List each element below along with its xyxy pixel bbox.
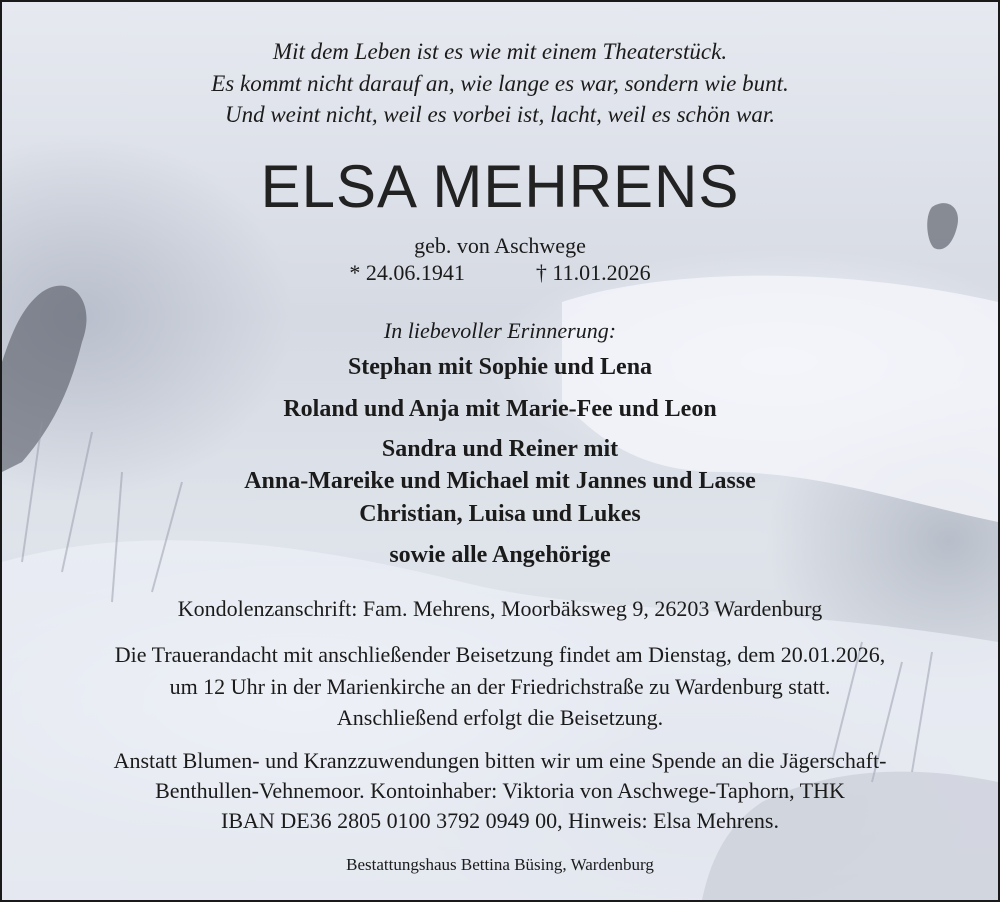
mourner-line: Christian, Luisa und Lukes <box>359 501 641 527</box>
deceased-name: ELSA MEHRENS <box>260 153 740 220</box>
mourner-line: sowie alle Angehörige <box>389 542 611 568</box>
mourner-line: Anna-Mareike und Michael mit Jannes und Lasse <box>244 468 756 494</box>
funeral-home: Bestattungshaus Bettina Büsing, Wardenburg <box>346 855 654 874</box>
birth-name: geb. von Aschwege <box>414 233 586 258</box>
quote-line-3: Und weint nicht, weil es vorbei ist, lacht, weil es schön war. <box>224 102 776 127</box>
service-line-2: um 12 Uhr in der Marienkirche an der Friedrichstraße zu Wardenburg statt. <box>169 674 831 699</box>
quote-line-1: Mit dem Leben ist es wie mit einem Theaterstück. <box>272 39 728 64</box>
donation-line-2: Benthullen-Vehnemoor. Kontoinhaber: Viktoria von Aschwege-Taphorn, THK <box>155 778 845 803</box>
condolence-address: Kondolenzanschrift: Fam. Mehrens, Moorbäksweg 9, 26203 Wardenburg <box>177 596 823 621</box>
death-date: † 11.01.2026 <box>535 260 651 285</box>
quote-line-2: Es kommt nicht darauf an, wie lange es war, sondern wie bunt. <box>211 71 789 96</box>
service-line-3: Anschließend erfolgt die Beisetzung. <box>336 705 664 730</box>
memory-intro: In liebevoller Erinnerung: <box>383 318 617 343</box>
donation-line-1: Anstatt Blumen- und Kranzzuwendungen bitten wir um eine Spende an die Jägerschaft- <box>113 748 887 773</box>
mourner-line: Stephan mit Sophie und Lena <box>347 354 653 380</box>
mourner-line: Sandra und Reiner mit <box>381 436 619 462</box>
notice-content <box>2 2 998 900</box>
birth-date: * 24.06.1941 <box>349 260 465 285</box>
donation-line-3: IBAN DE36 2805 0100 3792 0949 00, Hinweis: Elsa Mehrens. <box>221 808 779 833</box>
mourner-line: Roland und Anja mit Marie-Fee und Leon <box>283 396 717 422</box>
life-dates <box>2 260 998 286</box>
service-line-1: Die Trauerandacht mit anschließender Beisetzung findet am Dienstag, dem 20.01.2026, <box>114 642 886 667</box>
